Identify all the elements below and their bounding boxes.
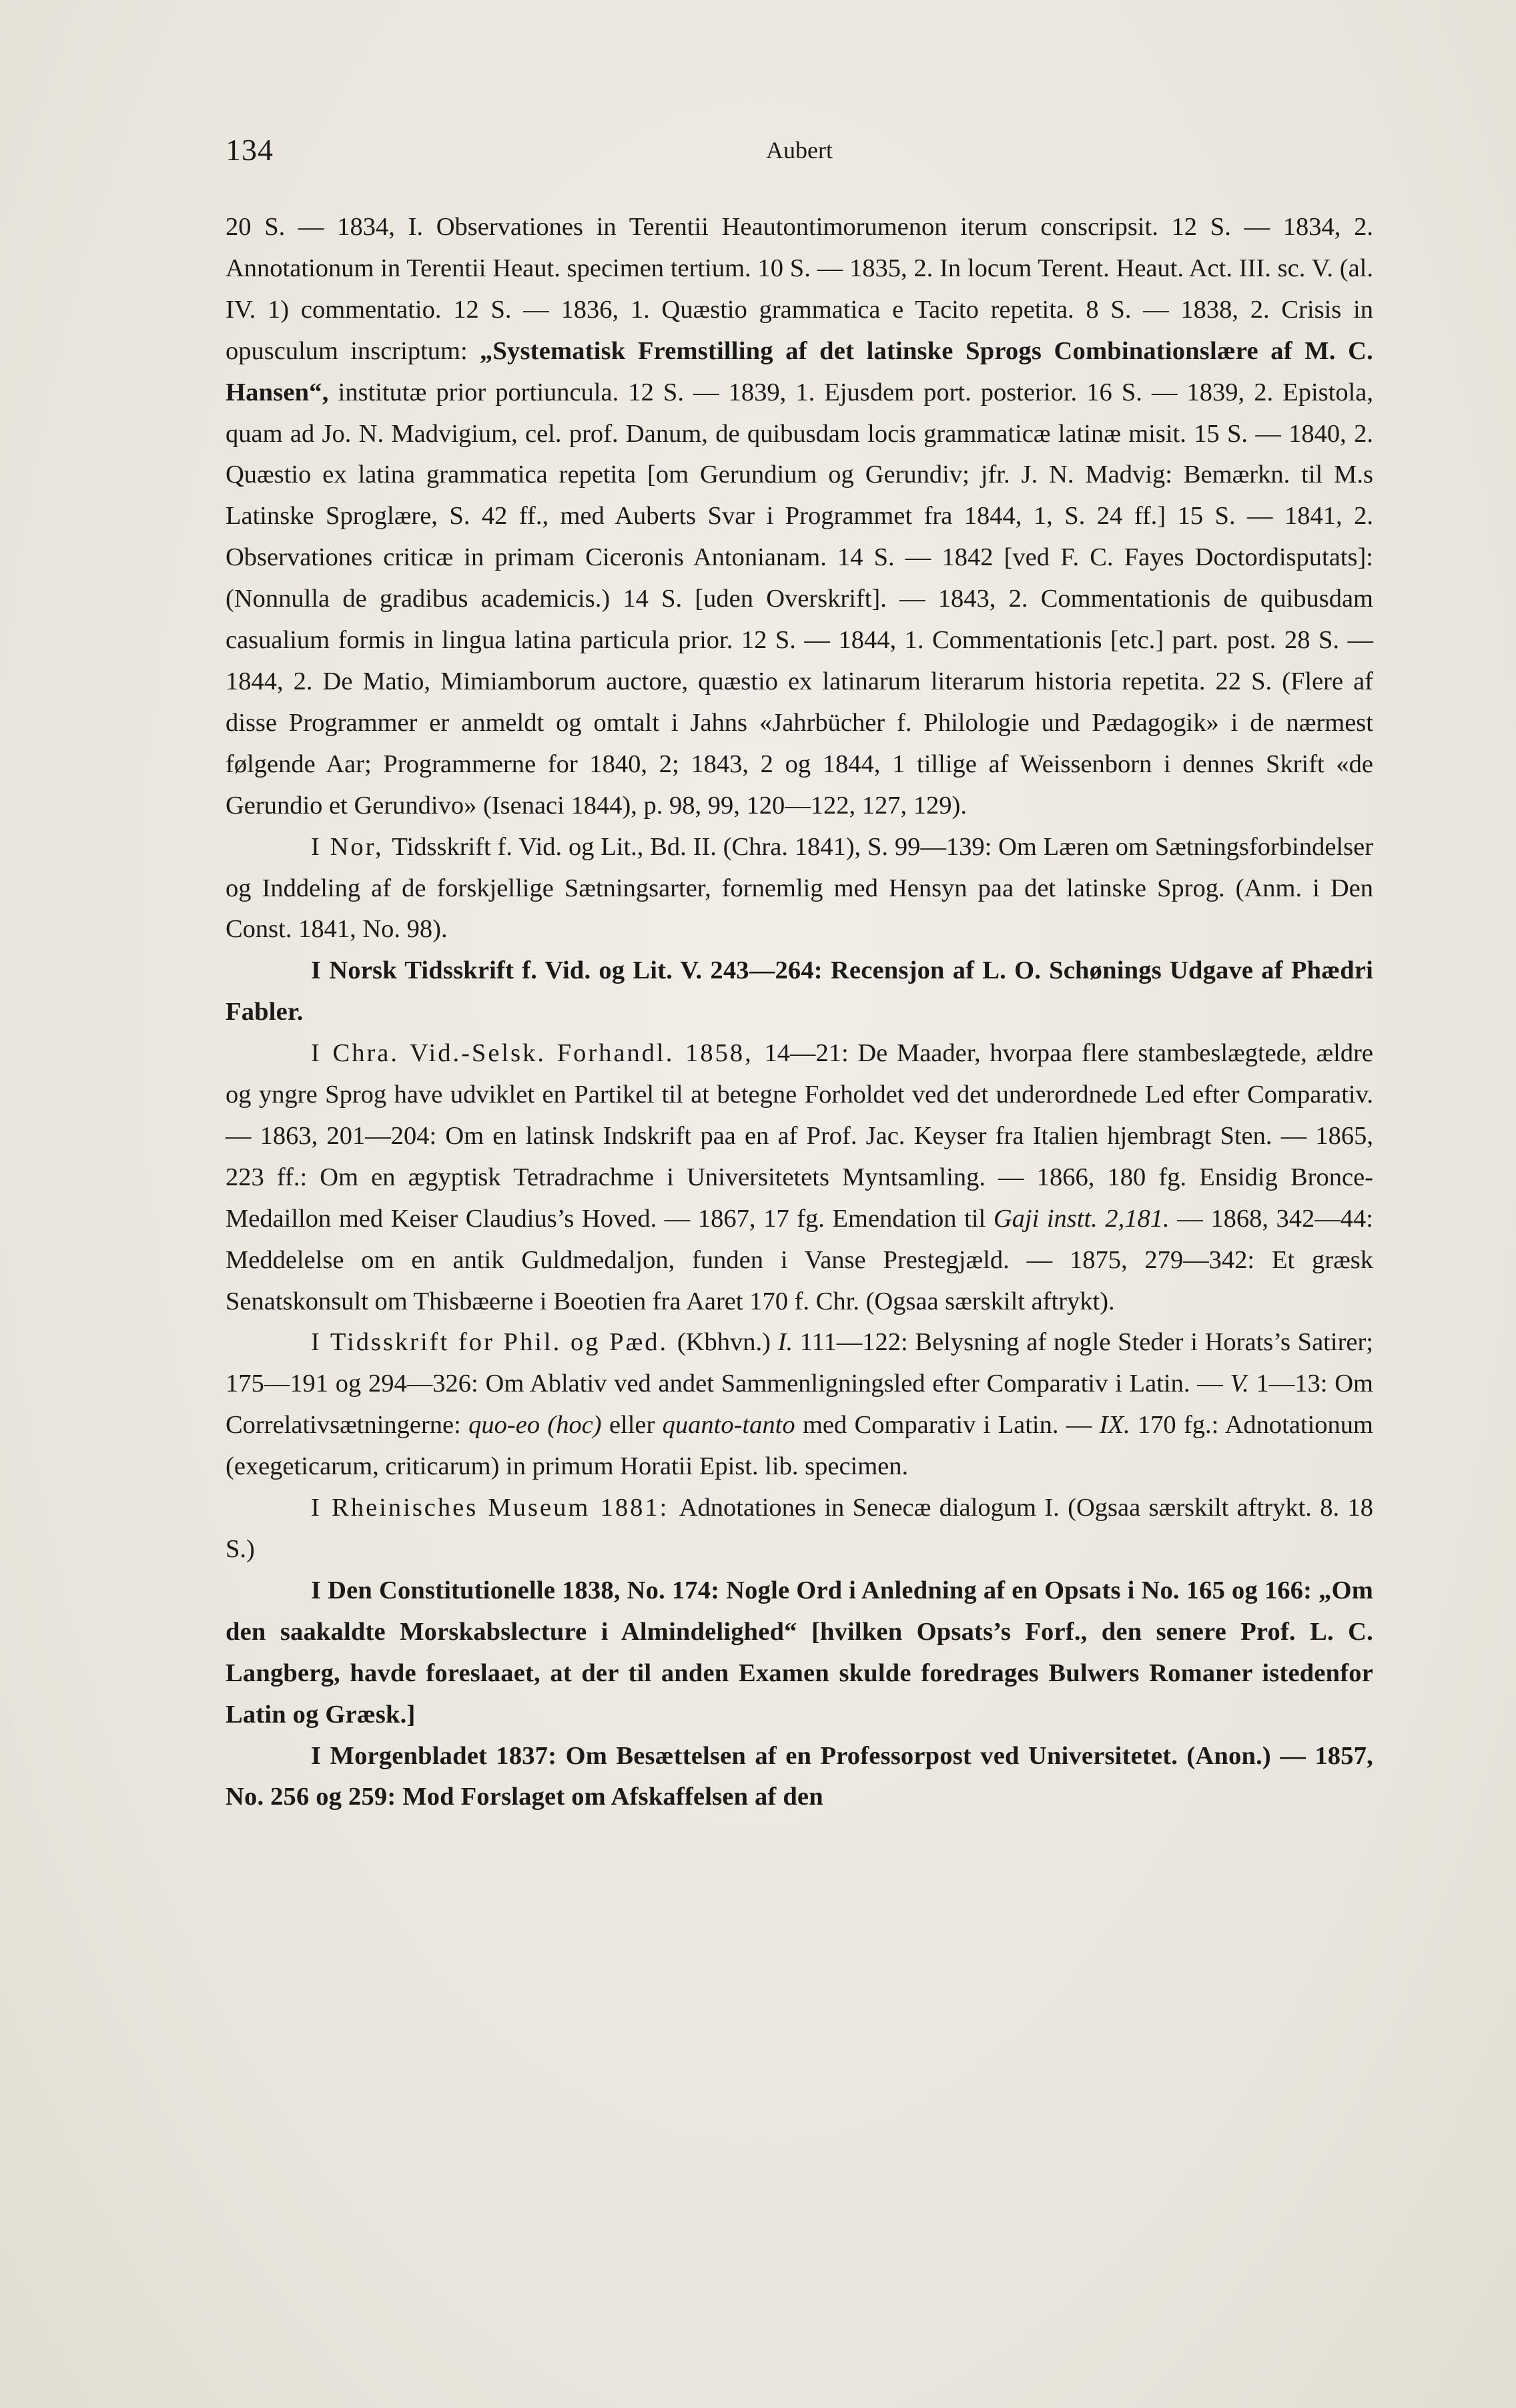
text-segment: 20 S. — 1834, I. Observationes in Terentii Heautontimorumenon iterum conscripsit. 12 S. — 1834, 2. Annotationum in Terentii Heaut. specimen tertium. 10 S. — 1835, 2. In locum Terent. Heaut. Act. III. sc. V. (al. IV. 1) commentatio. 12 S. — 1836, 1. Quæstio grammatica e Tacito repetita. 8 S. — 1838, 2. Crisis in opusculum inscriptum: xyxy=(226,213,1373,365)
text-segment: I Chra. Vid.-Selsk. Forhandl. 1858, xyxy=(311,1039,765,1068)
paragraph-p1 xyxy=(226,207,1373,827)
text-segment: „Systematisk Fremstilling af det latinske Sprogs Combinationslære af M. C. Hansen“, xyxy=(226,336,1373,406)
text-segment: 14—21: De Maader, hvorpaa flere stambeslægtede, ældre og yngre Sprog have udviklet en Partikel til at betegne Forholdet ved det underordnede Led efter Comparativ. — 1863, 201—204: Om en latinsk Indskrift paa en af Prof. Jac. Keyser fra Italien hjembragt Sten. — 1865, 223 ff.: Om en ægyptisk Tetradrachme i Universitetets Myntsamling. — 1866, 180 fg. Ensidig Bronce-Medaillon med Keiser Claudius’s Hoved. — 1867, 17 fg. Emendation til xyxy=(226,1039,1373,1233)
text-segment: Gaji instt. 2,181. xyxy=(993,1204,1170,1233)
text-segment: I Rheinisches Museum 1881: xyxy=(311,1494,679,1522)
paragraph-p3 xyxy=(226,950,1373,1033)
text-segment: Tidsskrift f. Vid. og Lit., Bd. II. (Chra. 1841), S. 99—139: Om Læren om Sætningsforbindelser og Inddeling af de forskjellige Sætningsarter, fornemlig med Hensyn paa det latinske Sprog. (Anm. i Den Const. 1841, No. 98). xyxy=(226,832,1374,944)
text-segment: I Morgenbladet 1837: Om Besættelsen af en Professorpost ved Universitetet. (Anon.) — 1857, No. 256 og 259: Mod Forslaget om Afskaffelsen af den xyxy=(226,1741,1373,1811)
text-segment: 111—122: Belysning af nogle Steder i Horats’s Satirer; 175—191 og 294—326: Om Ablativ ved andet Sammenligningsled efter Comparativ i Latin. — xyxy=(226,1328,1373,1398)
paragraph-p2 xyxy=(226,827,1373,951)
paragraph-p7 xyxy=(226,1570,1373,1736)
page-header xyxy=(226,132,1373,172)
running-head: Aubert xyxy=(766,137,833,164)
text-segment: quo-eo (hoc) xyxy=(468,1411,602,1440)
text-segment: 170 fg.: Adnotationum (exegeticarum, criticarum) in primum Horatii Epist. lib. specimen. xyxy=(226,1411,1373,1481)
text-segment: med Comparativ i Latin. — xyxy=(795,1411,1100,1440)
text-segment: I Tidsskrift for Phil. og Pæd. xyxy=(311,1328,677,1357)
text-segment: 1—13: Om Correlativsætningerne: xyxy=(226,1370,1374,1440)
text-segment: I Nor, xyxy=(311,832,392,861)
text-segment: Adnotationes in Senecæ dialogum I. (Ogsaa særskilt aftrykt. 8. 18 S.) xyxy=(226,1494,1373,1563)
text-segment: eller xyxy=(601,1411,663,1440)
paragraph-p5 xyxy=(226,1322,1373,1488)
text-segment: I Norsk Tidsskrift f. Vid. og Lit. V. 243—264: Recensjon af L. O. Schønings Udgave af Phædri Fabler. xyxy=(226,956,1373,1026)
text-segment: quanto-tanto xyxy=(662,1411,795,1440)
paragraph-p6 xyxy=(226,1488,1373,1570)
text-segment: IX. xyxy=(1099,1411,1130,1440)
text-segment: — 1868, 342—44: Meddelelse om en antik Guldmedaljon, funden i Vanse Prestegjæld. — 1875, 279—342: Et græsk Senatskonsult om Thisbæerne i Boeotien fra Aaret 170 f. Chr. (Ogsaa særskilt aftrykt). xyxy=(226,1204,1373,1315)
text-segment: I. xyxy=(777,1328,793,1357)
text-segment: V. xyxy=(1230,1370,1249,1398)
body-text xyxy=(226,207,1373,1818)
text-segment: (Kbhvn.) xyxy=(677,1328,778,1357)
paragraph-p8 xyxy=(226,1736,1373,1819)
text-segment: institutæ prior portiuncula. 12 S. — 1839, 1. Ejusdem port. posterior. 16 S. — 1839, 2. Epistola, quam ad Jo. N. Madvigium, cel. prof. Danum, de quibusdam locis grammaticæ latinæ misit. 15 S. — 1840, 2. Quæstio ex latina grammatica repetita [om Gerundium og Gerundiv; jfr. J. N. Madvig: Bemærkn. til M.s Latinske Sproglære, S. 42 ff., med Auberts Svar i Programmet fra 1844, 1, S. 24 ff.] 15 S. — 1841, 2. Observationes criticæ in primam Ciceronis Antonianam. 14 S. — 1842 [ved F. C. Fayes Doctordisputats]: (Nonnulla de gradibus academicis.) 14 S. [uden Overskrift]. — 1843, 2. Commentationis de quibusdam casualium formis in lingua latina particula prior. 12 S. — 1844, 1. Commentationis [etc.] part. post. 28 S. — 1844, 2. De Matio, Mimiamborum auctore, quæstio ex latinarum literarum historia repetita. 22 S. (Flere af disse Programmer er anmeldt og omtalt i Jahns «Jahrbücher f. Philologie und Pædagogik» i de nærmest følgende Aar; Programmerne for 1840, 2; 1843, 2 og 1844, 1 tillige af Weissenborn i dennes Skrift «de Gerundio et Gerundivo» (Isenaci 1844), p. 98, 99, 120—122, 127, 129). xyxy=(226,378,1373,820)
paragraph-p4 xyxy=(226,1033,1373,1322)
text-segment: I Den Constitutionelle 1838, No. 174: Nogle Ord i Anledning af en Opsats i No. 165 og 166: „Om den saakaldte Morskabslecture i Almindelighed“ [hvilken Opsats’s Forf., den senere Prof. L. C. Langberg, havde foreslaaet, at der til anden Examen skulde foredrages Bulwers Romaner istedenfor Latin og Græsk.] xyxy=(226,1576,1373,1729)
page-number: 134 xyxy=(226,133,274,167)
